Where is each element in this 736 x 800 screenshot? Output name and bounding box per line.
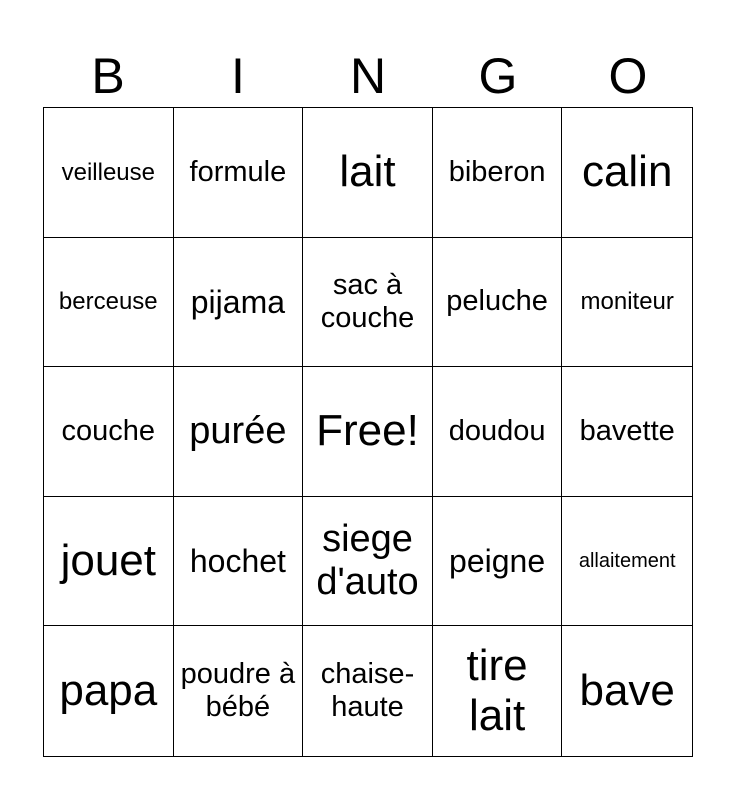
bingo-cell[interactable] xyxy=(44,626,174,756)
bingo-cell[interactable] xyxy=(433,238,563,368)
cell-label: siege d'auto xyxy=(316,517,419,604)
cell-label: berceuse xyxy=(58,288,158,316)
bingo-cell[interactable] xyxy=(562,108,692,238)
header-letter-b: B xyxy=(91,48,125,104)
cell-label: moniteur xyxy=(580,288,674,316)
bingo-cell[interactable] xyxy=(303,238,433,368)
bingo-cell[interactable] xyxy=(174,108,304,238)
cell-label: biberon xyxy=(448,155,546,188)
bingo-cell[interactable] xyxy=(174,238,304,368)
cell-label: peigne xyxy=(449,542,546,579)
bingo-cell[interactable] xyxy=(562,626,692,756)
cell-label: veilleuse xyxy=(61,158,155,186)
cell-label: purée xyxy=(189,409,287,452)
cell-label: jouet xyxy=(60,536,156,586)
bingo-cell[interactable] xyxy=(303,108,433,238)
header-letter-i: I xyxy=(231,48,245,104)
header-letter-o: O xyxy=(608,48,648,104)
cell-label: chaise-haute xyxy=(320,658,415,724)
bingo-cell[interactable] xyxy=(433,367,563,497)
bingo-header xyxy=(43,48,693,104)
bingo-cell[interactable] xyxy=(562,238,692,368)
bingo-cell[interactable] xyxy=(174,367,304,497)
cell-label: papa xyxy=(59,666,158,716)
bingo-cell[interactable] xyxy=(433,497,563,627)
bingo-cell[interactable] xyxy=(44,367,174,497)
bingo-board xyxy=(43,107,693,757)
free-space-label: Free! xyxy=(316,406,419,456)
cell-label: lait xyxy=(339,147,396,197)
bingo-cell[interactable] xyxy=(303,367,433,497)
cell-label: tire lait xyxy=(466,641,528,741)
bingo-cell[interactable] xyxy=(303,497,433,627)
cell-label: hochet xyxy=(189,542,286,579)
cell-label: bavette xyxy=(579,414,675,447)
bingo-cell[interactable] xyxy=(44,108,174,238)
bingo-cell[interactable] xyxy=(174,497,304,627)
bingo-cell[interactable] xyxy=(433,108,563,238)
cell-label: sac à couche xyxy=(320,268,415,334)
cell-label: bave xyxy=(579,666,675,716)
bingo-cell[interactable] xyxy=(303,626,433,756)
cell-label: allaitement xyxy=(578,549,676,572)
bingo-cell[interactable] xyxy=(562,367,692,497)
cell-label: calin xyxy=(581,147,673,197)
cell-label: poudre à bébé xyxy=(180,658,296,724)
header-letter-n: N xyxy=(349,48,387,104)
bingo-cell[interactable] xyxy=(562,497,692,627)
cell-label: couche xyxy=(61,414,156,447)
cell-label: doudou xyxy=(448,414,546,447)
bingo-cell[interactable] xyxy=(44,497,174,627)
bingo-cell[interactable] xyxy=(174,626,304,756)
header-letter-g: G xyxy=(478,48,518,104)
bingo-cell[interactable] xyxy=(44,238,174,368)
cell-label: pijama xyxy=(190,283,286,320)
cell-label: peluche xyxy=(446,285,548,318)
bingo-cell[interactable] xyxy=(433,626,563,756)
cell-label: formule xyxy=(189,155,287,188)
